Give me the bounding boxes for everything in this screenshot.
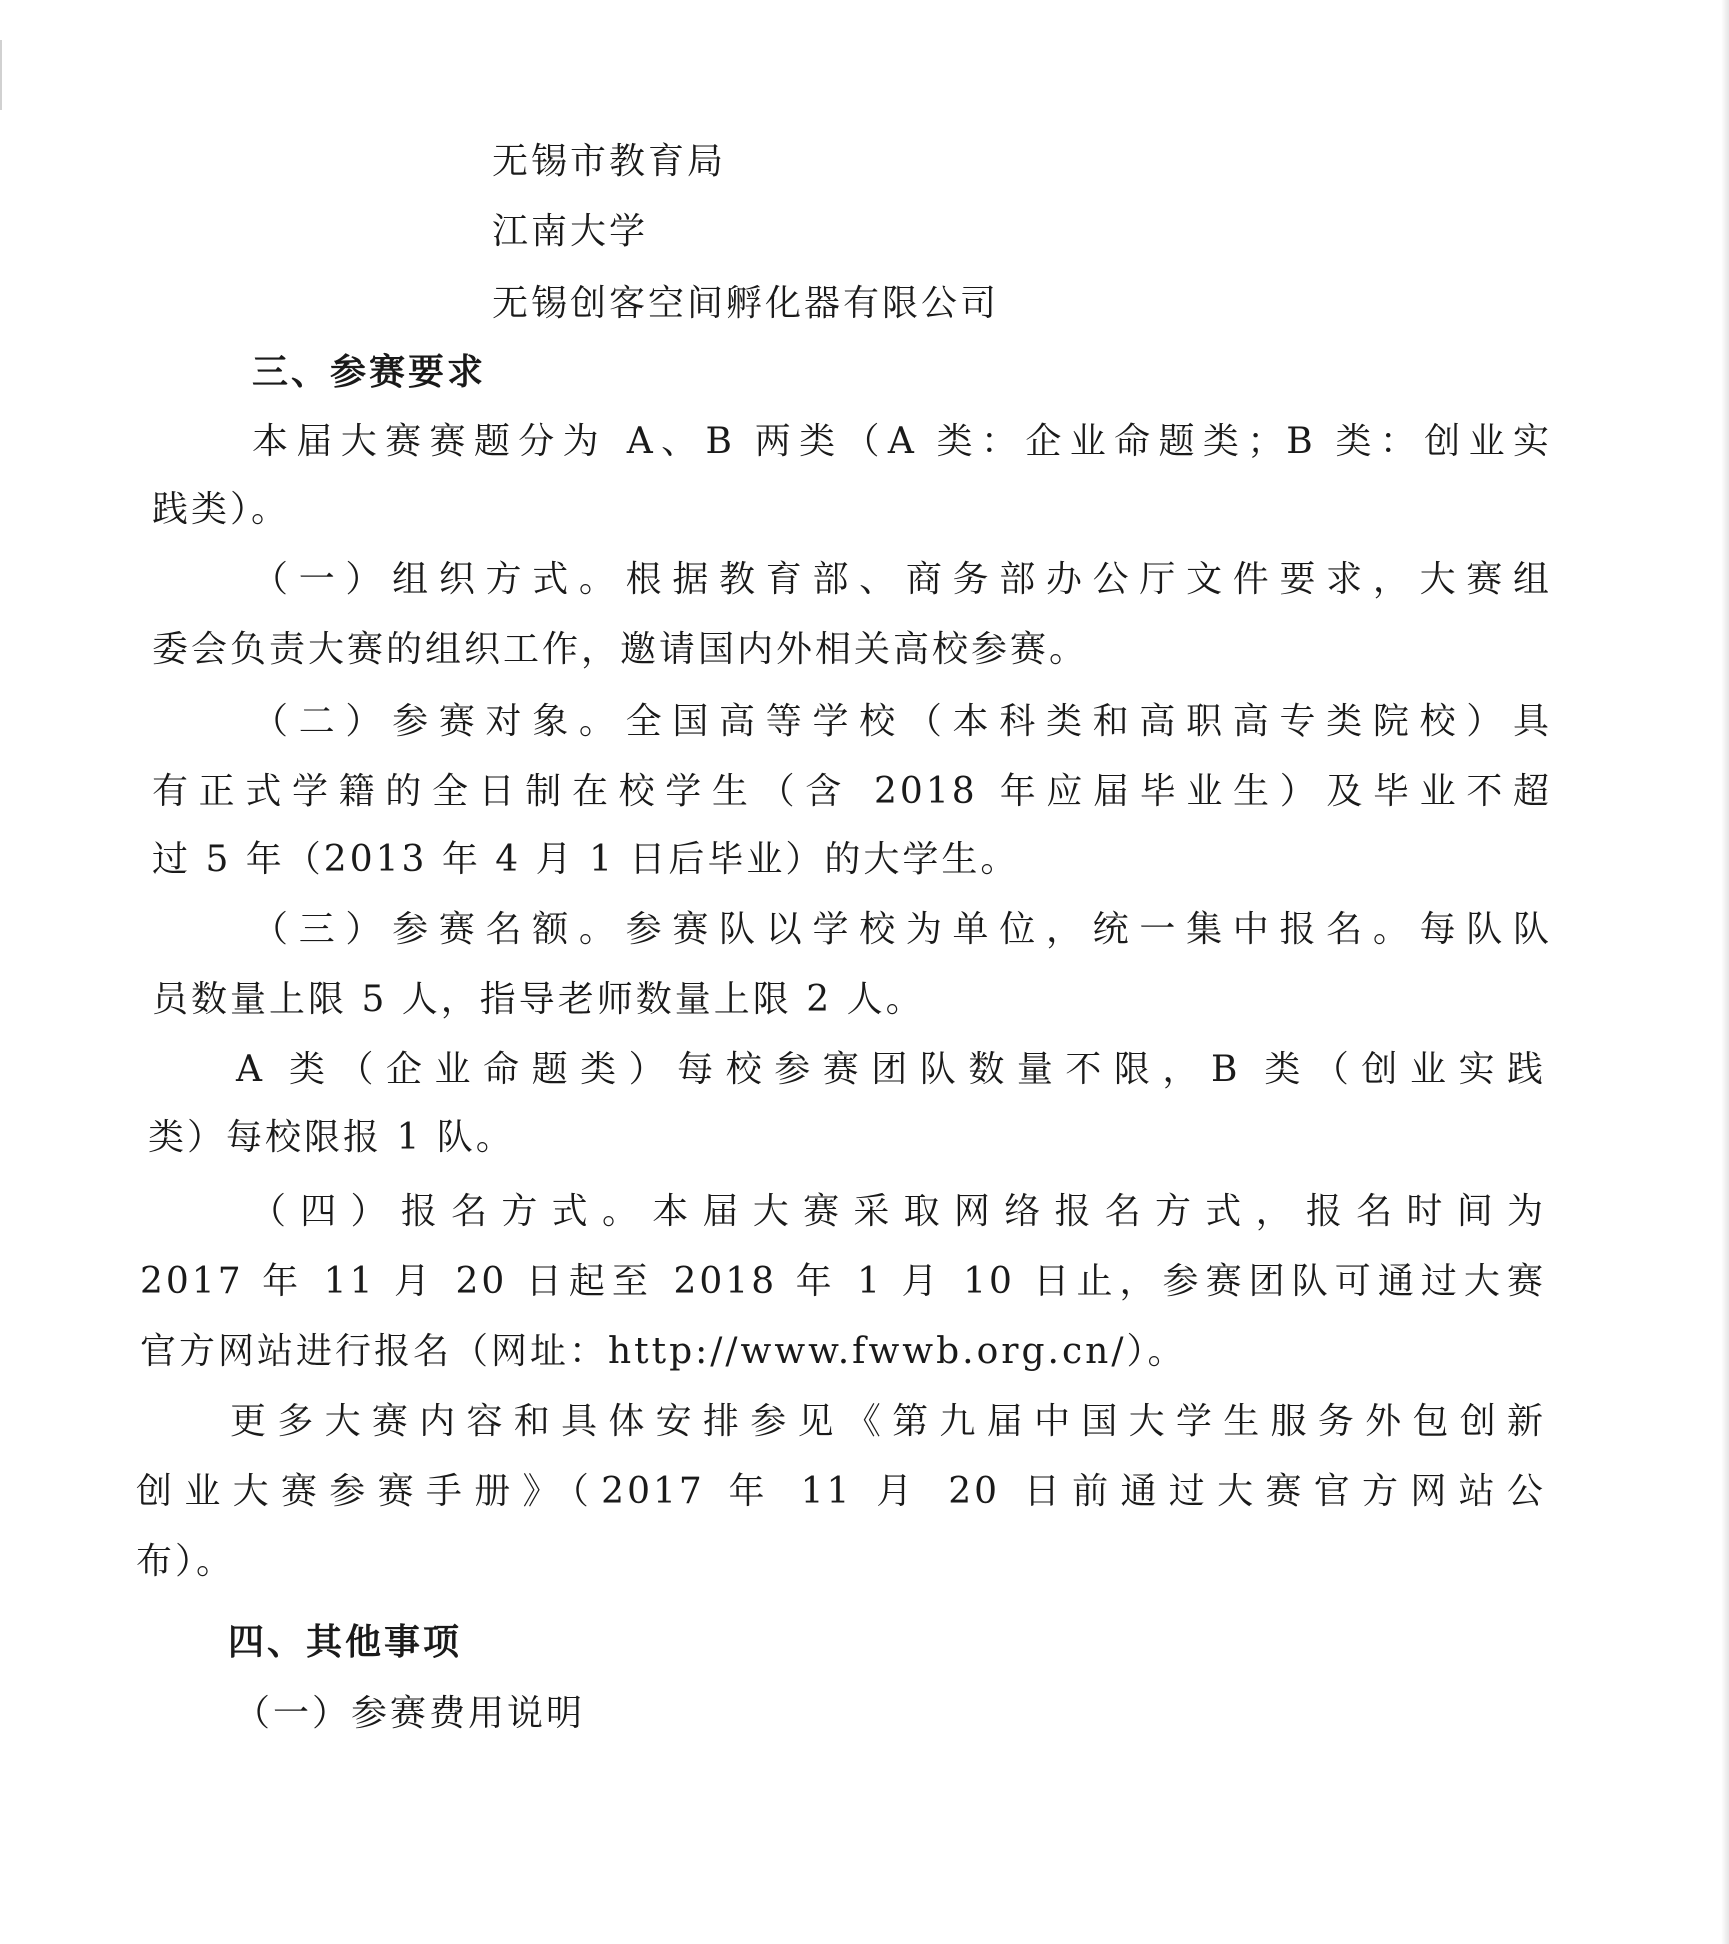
- quota-line-2: 类）每校限报 1 队。: [148, 1117, 515, 1158]
- item2-line-3: 过 5 年（2013 年 4 月 1 日后毕业）的大学生。: [152, 839, 1020, 880]
- section-heading-4: 四、其他事项: [228, 1621, 463, 1663]
- intro-line-1: 本届大赛赛题分为 A、B 两类（A 类：企业命题类；B 类：创业实: [252, 421, 1552, 462]
- organizer-1: 无锡市教育局: [492, 141, 727, 182]
- organizer-3: 无锡创客空间孵化器有限公司: [492, 283, 1000, 324]
- item1-line-2: 委会负责大赛的组织工作，邀请国内外相关高校参赛。: [152, 629, 1089, 670]
- organizer-2: 江南大学: [492, 211, 649, 252]
- scan-edge-shadow: [1721, 0, 1729, 1944]
- scan-mark: [0, 40, 2, 110]
- item4-line-1: （四）报名方式。本届大赛采取网络报名方式，报名时间为: [250, 1191, 1546, 1232]
- item2-line-2: 有正式学籍的全日制在校学生（含 2018 年应届毕业生）及毕业不超: [152, 771, 1552, 812]
- item4-line-3: 官方网站进行报名（网址：http://www.fwwb.org.cn/）。: [140, 1331, 1187, 1372]
- item3-line-2: 员数量上限 5 人，指导老师数量上限 2 人。: [152, 979, 925, 1020]
- item1-line-1: （一）组织方式。根据教育部、商务部办公厅文件要求，大赛组: [252, 559, 1552, 600]
- more-line-2: 创业大赛参赛手册》（2017 年 11 月 20 日前通过大赛官方网站公: [136, 1471, 1546, 1512]
- intro-line-2: 践类）。: [152, 489, 291, 530]
- quota-line-1: A 类（企业命题类）每校参赛团队数量不限，B 类（创业实践: [236, 1049, 1546, 1090]
- item3-line-1: （三）参赛名额。参赛队以学校为单位，统一集中报名。每队队: [252, 909, 1552, 950]
- more-line-1: 更多大赛内容和具体安排参见《第九届中国大学生服务外包创新: [230, 1401, 1546, 1442]
- item4-line-2: 2017 年 11 月 20 日起至 2018 年 1 月 10 日止，参赛团队可通过大赛: [140, 1261, 1546, 1302]
- section4-item1: （一）参赛费用说明: [234, 1693, 586, 1734]
- item2-line-1: （二）参赛对象。全国高等学校（本科类和高职高专类院校）具: [252, 701, 1552, 742]
- section-heading-3: 三、参赛要求: [252, 351, 487, 393]
- more-line-3: 布）。: [136, 1541, 236, 1582]
